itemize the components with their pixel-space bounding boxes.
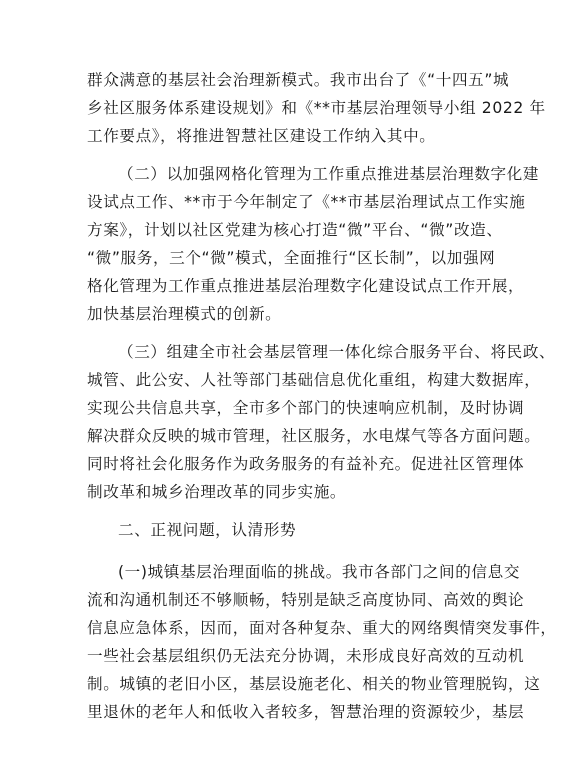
text-line: 工作要点》，将推进智慧社区建设工作纳入其中。 [87,127,436,145]
section-heading-text: 二、正视问题，认清形势 [118,521,297,539]
text-line: 设试点工作、**市于今年制定了《**市基层治理试点工作实施 [87,193,526,211]
text-line: 加快基层治理模式的创新。 [87,305,282,323]
text-line: 一些社会基层组织仍无法充分协调，未形成良好高效的互动机 [87,647,525,665]
text-line: 实现公共信息共享，全市多个部门的快速响应机制，及时协调 [87,399,525,417]
text-line: 里退休的老年人和低收入者较多，智慧治理的资源较少，基层 [87,703,525,721]
text-line: 解决群众反映的城市管理，社区服务，水电煤气等各方面问题。 [87,427,541,445]
document-body [87,66,557,736]
paragraph-service-platform [87,338,556,506]
paragraph-challenges [87,558,557,726]
text-line: 同时将社会化服务作为政务服务的有益补充。促进社区管理体 [87,455,525,473]
text-line: 群众满意的基层社会治理新模式。我市出台了《“十四五”城 [87,71,510,89]
text-line: 流和沟通机制还不够顺畅，特别是缺乏高度协同、高效的舆论 [87,591,525,609]
text-line: 方案》，计划以社区党建为核心打造“微”平台、“微”改造、 [87,221,503,239]
text-line: 城管、此公安、人社等部门基础信息优化重组，构建大数据库， [87,371,541,389]
paragraph-continuation [87,66,546,150]
text-line: 制。城镇的老旧小区，基层设施老化、相关的物业管理脱钩，这 [87,675,541,693]
text-line: 信息应急体系，因而，面对各种复杂、重大的网络舆情突发事件， [87,619,557,637]
text-line: (一)城镇基层治理面临的挑战。我市各部门之间的信息交 [118,563,521,581]
text-line: （三）组建全市社会基层管理一体化综合服务平台、将民政、 [118,343,556,361]
paragraph-grid-management [87,160,540,328]
text-line: （二）以加强网格化管理为工作重点推进基层治理数字化建 [118,165,540,183]
text-line: 乡社区服务体系建设规划》和《**市基层治理领导小组 2022 年 [87,99,546,117]
text-line: 制改革和城乡治理改革的同步实施。 [87,483,347,501]
text-line: “微”服务，三个“微”模式，全面推行“区长制”，以加强网 [87,249,496,267]
text-line: 格化管理为工作重点推进基层治理数字化建设试点工作开展， [87,277,525,295]
section-heading [87,516,507,544]
